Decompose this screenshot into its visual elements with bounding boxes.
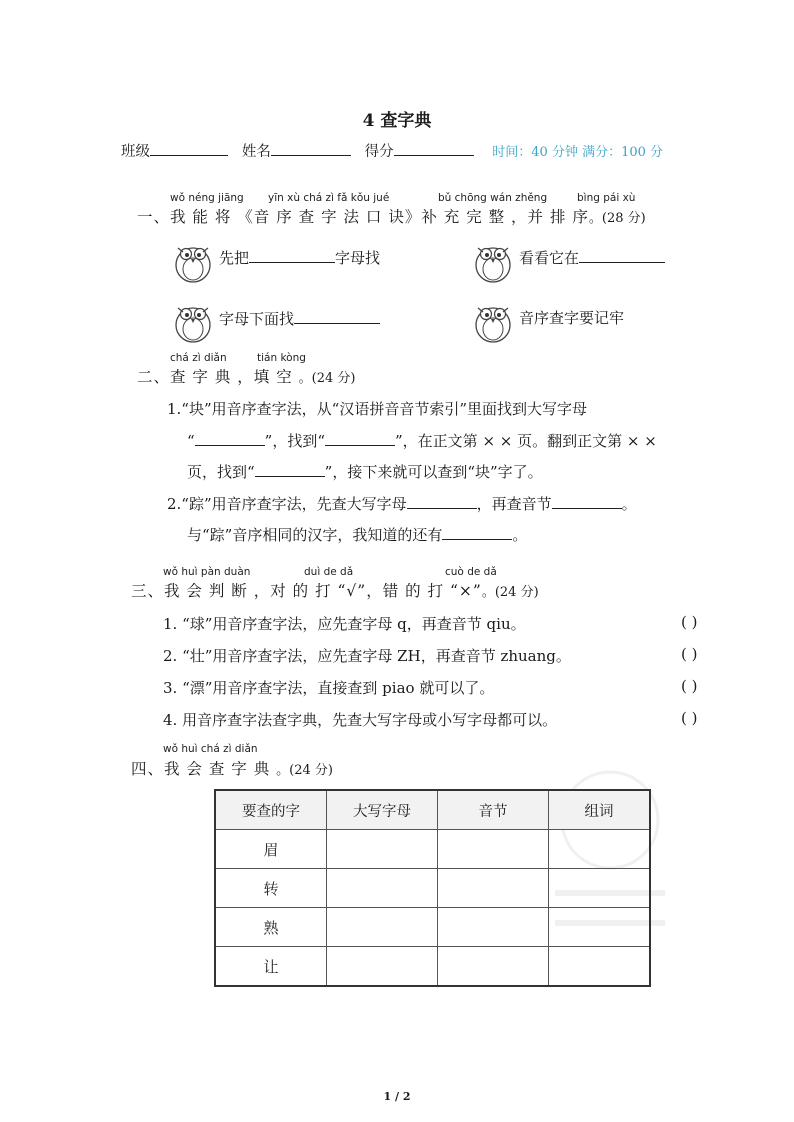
section2-heading [137, 365, 355, 387]
table-char: 眉 [215, 830, 327, 869]
tf-item-2: 2. “壮”用音序查字法，应先查字母 ZH，再查音节 zhuang。 [163, 647, 571, 665]
tf-answer-3[interactable]: ( ) [681, 677, 698, 695]
table-char: 转 [215, 869, 327, 908]
name-blank[interactable] [271, 139, 351, 156]
answer-cell[interactable] [327, 869, 438, 908]
answer-cell[interactable] [327, 947, 438, 987]
pinyin-cuo-de-da: cuò de dǎ [445, 566, 497, 578]
answer-cell[interactable] [549, 947, 651, 987]
header-char: 要查的字 [215, 790, 327, 830]
answer-cell[interactable] [438, 830, 549, 869]
tf-answer-2[interactable]: ( ) [681, 645, 698, 663]
owl-line-2: 看看它在 [519, 246, 665, 268]
owl-icon [472, 298, 514, 344]
header-syllable: 音节 [438, 790, 549, 830]
tf-answer-1[interactable]: ( ) [681, 613, 698, 631]
answer-cell[interactable] [327, 908, 438, 947]
pinyin-wo-hui-cha-zi-dian: wǒ huì chá zì diǎn [163, 743, 258, 755]
tf-answer-4[interactable]: ( ) [681, 709, 698, 727]
time-limit-text: 时间：40 分钟 满分：100 分 [492, 145, 664, 160]
pinyin-yin-xu-cha-zi: yīn xù chá zì fǎ kǒu jué [268, 192, 390, 204]
q2-1-line2: “ ”，找到“ ”，在正文第 × × 页。翻到正文第 × × [187, 429, 657, 451]
tf-item-4: 4. 用音序查字法查字典，先查大写字母或小写字母都可以。 [163, 711, 558, 729]
owl-blank-1[interactable] [249, 246, 335, 263]
header-word: 组词 [549, 790, 651, 830]
section3-score: 。(24 分) [481, 585, 539, 600]
section4-heading [131, 757, 333, 779]
student-info-row [121, 139, 663, 161]
score-blank[interactable] [394, 139, 474, 156]
tf-item-3: 3. “漂”用音序查字法，直接查到 piao 就可以了。 [163, 679, 495, 697]
section3-heading-text: 三、我 会 判 断 ，对 的 打 “√”，错 的 打 “×” [131, 582, 482, 600]
q2-1-blank-1[interactable] [195, 429, 265, 446]
answer-cell[interactable] [549, 830, 651, 869]
section2-score: 。(24 分) [298, 371, 356, 386]
table-row [215, 830, 650, 869]
owl-blank-2[interactable] [579, 246, 665, 263]
answer-cell[interactable] [438, 947, 549, 987]
table-header-row [215, 790, 650, 830]
q2-2-line2: 与“踪”音序相同的汉字，我知道的还有 。 [187, 523, 527, 545]
header-capital-letter: 大写字母 [327, 790, 438, 830]
owl-line-1: 先把 字母找 [219, 246, 380, 268]
class-blank[interactable] [150, 139, 228, 156]
section4-score: 。(24 分) [276, 763, 333, 778]
owl-blank-3[interactable] [294, 307, 380, 324]
name-label: 姓名 [241, 144, 271, 160]
section4-heading-text: 四、我 会 查 字 典 [131, 760, 277, 778]
section1-score: 。(28 分) [588, 211, 646, 226]
q2-1-line3: 页，找到“ ”，接下来就可以查到“块”字了。 [187, 460, 543, 482]
owl-icon [172, 298, 214, 344]
owl-line-3: 字母下面找 [219, 307, 380, 329]
pinyin-wo-hui-pan-duan: wǒ huì pàn duàn [163, 566, 251, 578]
section2-heading-text: 二、查 字 典 ，填 空 [137, 368, 299, 386]
pinyin-cha-zi-dian: chá zì diǎn [170, 352, 227, 364]
section1-heading-text: 一、我 能 将 《音 序 查 字 法 口 诀》补 充 完 整 ，并 排 序 [137, 208, 589, 226]
pinyin-bing-pai-xu: bìng pái xù [577, 192, 636, 204]
pinyin-bu-chong: bǔ chōng wán zhěng [438, 192, 548, 204]
answer-cell[interactable] [438, 908, 549, 947]
q2-1-line1: 1.“块”用音序查字法，从“汉语拼音音节索引”里面找到大写字母 [167, 400, 587, 418]
owl-icon [472, 238, 514, 284]
answer-cell[interactable] [327, 830, 438, 869]
q2-2-blank-2[interactable] [552, 492, 622, 509]
score-label: 得分 [364, 144, 394, 160]
pinyin-wo-neng-jiang: wǒ néng jiāng [170, 192, 244, 204]
table-row [215, 869, 650, 908]
dictionary-table [214, 789, 651, 987]
section3-heading [131, 579, 539, 601]
section1-heading [137, 205, 646, 227]
pinyin-tian-kong: tián kòng [257, 352, 306, 364]
q2-2-line1: 2.“踪”用音序查字法，先查大写字母 ，再查音节 。 [167, 492, 637, 514]
tf-item-1: 1. “球”用音序查字法，应先查字母 q，再查音节 qiu。 [163, 615, 526, 633]
pinyin-dui-de-da: duì de dǎ [304, 566, 354, 578]
answer-cell[interactable] [549, 869, 651, 908]
answer-cell[interactable] [549, 908, 651, 947]
q2-1-blank-2[interactable] [325, 429, 395, 446]
page-number: 1 / 2 [383, 1090, 411, 1103]
class-label: 班级 [121, 144, 150, 160]
q2-2-blank-1[interactable] [407, 492, 477, 509]
answer-cell[interactable] [438, 869, 549, 908]
table-row [215, 947, 650, 987]
q2-2-blank-3[interactable] [442, 523, 512, 540]
table-row [215, 908, 650, 947]
table-char: 让 [215, 947, 327, 987]
owl-line-4: 音序查字要记牢 [519, 309, 625, 327]
owl-icon [172, 238, 214, 284]
page-title: 4 查字典 [362, 111, 432, 131]
q2-1-blank-3[interactable] [255, 460, 325, 477]
table-char: 熟 [215, 908, 327, 947]
